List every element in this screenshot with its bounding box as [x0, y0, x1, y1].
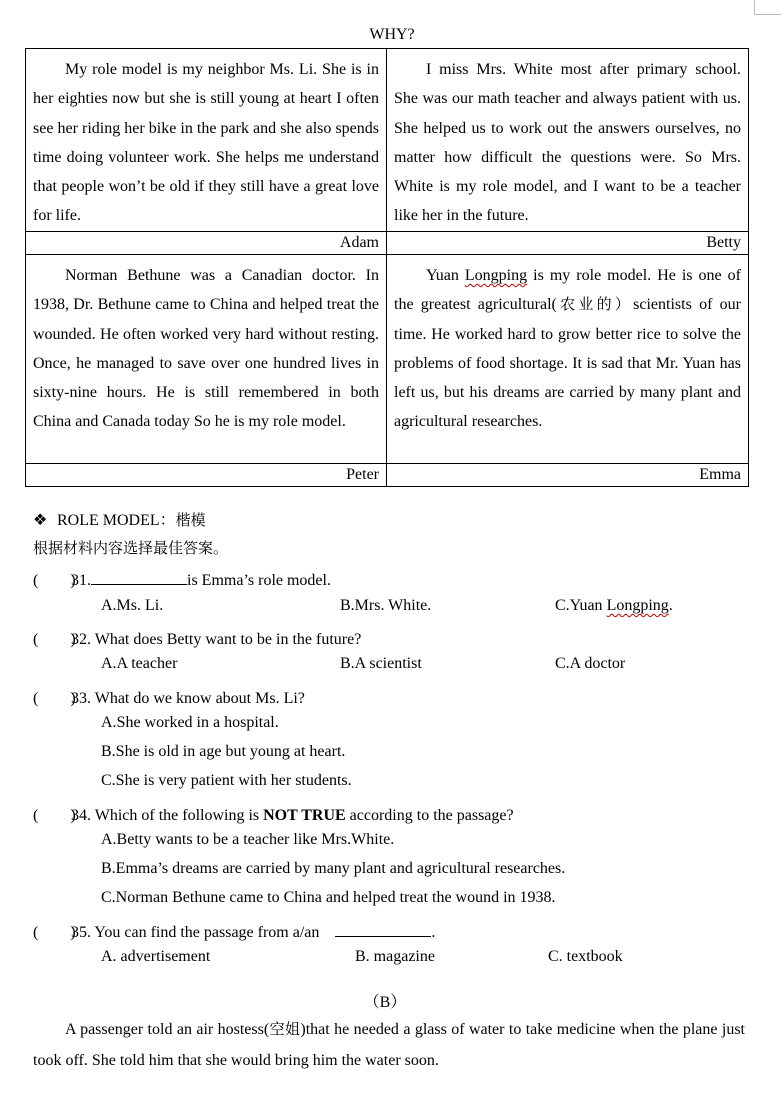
betty-passage: I miss Mrs. White most after primary school. She was our math teacher and always patient with us. She helped us to work out the answers ourselves, no matter how difficult the questions were. So Mrs. White is my role model, and I want to be a teacher like her in the future. — [387, 49, 749, 232]
option-a: A. advertisement — [101, 948, 211, 965]
section-b-title: （B） — [363, 994, 407, 1011]
option-c: C.Norman Bethune came to China and helped treat the wound in 1938. — [101, 889, 556, 906]
answer-paren[interactable]: ( ) — [33, 807, 76, 824]
option-a: A.She worked in a hospital. — [101, 714, 279, 731]
option-c: C.She is very patient with her students. — [101, 772, 352, 789]
question-text: 33. What do we know about Ms. Li? — [71, 690, 305, 707]
answer-paren[interactable]: ( ) — [33, 924, 76, 941]
answer-paren[interactable]: ( ) — [33, 690, 76, 707]
question-31 — [33, 567, 753, 590]
question-number: 31. — [71, 572, 91, 589]
page-corner-mark — [754, 0, 781, 15]
passage-text-2: )that he needed a glass of water to take medicine when the plane just took off. She told him that she would bring him the water soon. — [33, 1021, 745, 1069]
emma-signature: Emma — [387, 464, 749, 487]
option-b: B.She is old in age but young at heart. — [101, 743, 346, 760]
option-c — [555, 597, 673, 615]
peter-passage: Norman Bethune was a Canadian doctor. In 1938, Dr. Bethune came to China and helped treat the wounded. He often worked very hard without resting. Once, he managed to save over one hundred lives in sixty-nine hours. He is still remembered in both China and Canada today So he is my role model. — [26, 255, 387, 464]
option-c-text: C.Yuan — [555, 597, 607, 614]
question-text-end: according to the passage? — [345, 807, 514, 824]
question-emphasis: NOT TRUE — [263, 807, 346, 824]
role-model-table — [25, 48, 749, 487]
question-text: is Emma’s role model. — [187, 572, 331, 589]
option-b: B.A scientist — [340, 655, 422, 672]
question-text: 34. Which of the following is — [71, 807, 264, 824]
emma-text-2: is my role model. He is one of the greatest agricultural( — [394, 267, 741, 314]
passage-text-1: A passenger told an air hostess( — [65, 1021, 270, 1038]
answer-paren[interactable]: ( ) — [33, 572, 76, 589]
peter-signature: Peter — [26, 464, 387, 487]
question-text: 35. You can find the passage from a/an — [71, 924, 320, 941]
question-33 — [33, 685, 753, 708]
option-b: B. magazine — [355, 948, 435, 965]
option-a: A.Ms. Li. — [101, 597, 164, 614]
adam-signature: Adam — [26, 232, 387, 255]
question-text: 32. What does Betty want to be in the future? — [71, 631, 362, 648]
option-c: C. textbook — [548, 948, 623, 965]
note-meaning: 楷模 — [175, 511, 206, 529]
betty-signature: Betty — [387, 232, 749, 255]
section-b-passage — [33, 1014, 745, 1076]
diamond-bullet-icon: ❖ — [33, 512, 48, 529]
emma-text-3: scientists of our time. He worked hard to grow better rice to solve the problems of food shortage. It is sad that Mr. Yuan has left us, but his dreams are carried by many plant and agricultural researches. — [394, 296, 741, 431]
question-34 — [33, 802, 753, 825]
question-35 — [33, 919, 753, 942]
emma-text-cn: 农业的） — [556, 295, 634, 314]
question-end: . — [431, 924, 436, 941]
page-title: WHY? — [369, 26, 415, 43]
option-a: A.A teacher — [101, 655, 178, 672]
emma-text-1: Yuan — [426, 267, 465, 284]
note-label: ROLE MODEL： — [57, 512, 176, 529]
instruction: 根据材料内容选择最佳答案。 — [33, 539, 229, 557]
passage-text-cn: 空姐 — [269, 1020, 301, 1038]
option-c-end: . — [668, 597, 673, 614]
answer-blank[interactable] — [335, 922, 431, 937]
question-32 — [33, 626, 753, 649]
emma-text-longping: Longping — [464, 267, 528, 284]
option-c-name: Longping — [606, 597, 669, 614]
role-model-note — [33, 507, 753, 530]
option-b: B.Mrs. White. — [340, 597, 432, 614]
emma-passage — [387, 255, 749, 464]
option-c: C.A doctor — [555, 655, 626, 672]
answer-paren[interactable]: ( ) — [33, 631, 76, 648]
answer-blank[interactable] — [91, 570, 187, 585]
option-a: A.Betty wants to be a teacher like Mrs.White. — [101, 831, 395, 848]
adam-passage: My role model is my neighbor Ms. Li. She is in her eighties now but she is still young at heart I often see her riding her bike in the park and she also spends time doing volunteer work. She helps me understand that people won’t be old if they still have a great love for life. — [26, 49, 387, 232]
option-b: B.Emma’s dreams are carried by many plant and agricultural researches. — [101, 860, 566, 877]
